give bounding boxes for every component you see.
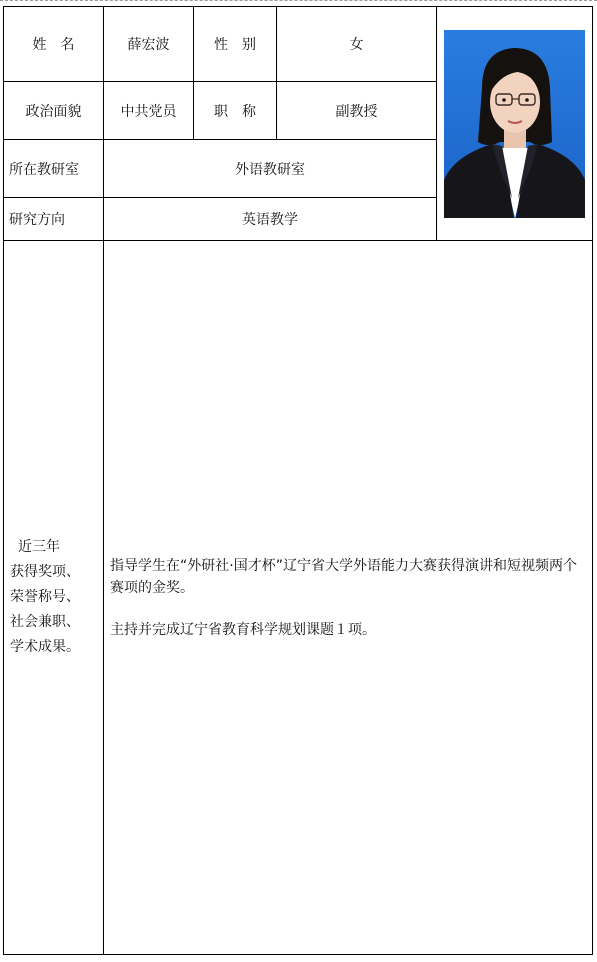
achievements-label-line: 近三年 [18,539,60,555]
page-top-edge [0,0,597,4]
achievements-label-line: 社会兼职、 [10,614,80,630]
name-label: 姓 名 [4,7,104,82]
title-value: 副教授 [277,82,437,140]
achievement-paragraph: 指导学生在“外研社·国才杯”辽宁省大学外语能力大赛获得演讲和短视频两个赛项的金奖。 [110,557,577,596]
gender-value: 女 [277,7,437,82]
profile-table [3,6,593,955]
achievements-label-line: 荣誉称号、 [10,589,80,605]
row-achievements [4,241,593,955]
political-label: 政治面貌 [4,82,104,140]
achievements-label [4,241,104,955]
title-label: 职 称 [194,82,277,140]
portrait-photo [444,30,585,218]
photo-cell [437,7,593,241]
gender-label: 性 别 [194,7,277,82]
achievements-label-line: 获得奖项、 [10,564,80,580]
row-name [4,7,593,82]
political-value: 中共党员 [104,82,194,140]
name-value: 薛宏波 [104,7,194,82]
achievements-label-line: 学术成果。 [10,639,80,655]
achievement-paragraph: 主持并完成辽宁省教育科学规划课题１项。 [110,621,376,638]
research-value: 英语教学 [104,198,437,241]
office-label: 所在教研室 [4,140,104,198]
office-value: 外语教研室 [104,140,437,198]
research-label: 研究方向 [4,198,104,241]
achievements-content [104,241,593,955]
